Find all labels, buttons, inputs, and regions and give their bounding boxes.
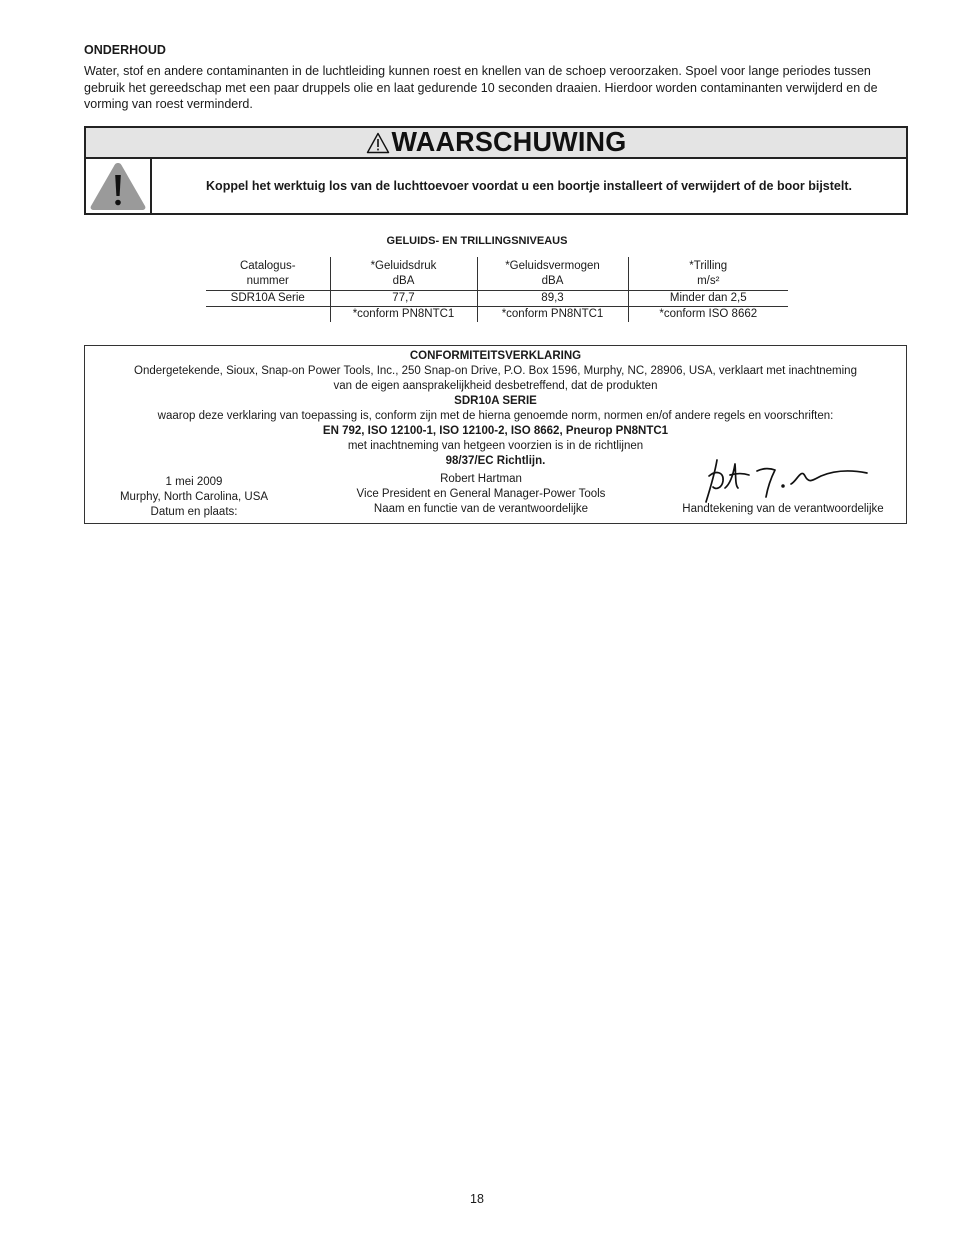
conformity-line-2: van de eigen aansprakelijkheid desbetreffend, dat de produkten: [333, 380, 658, 392]
table-row: [206, 291, 788, 307]
note-sound-pressure: *conform PN8NTC1: [330, 307, 477, 323]
noise-vibration-table: [206, 257, 788, 322]
conformity-declaration-box: [84, 345, 907, 524]
signer-label: Naam en functie van de verantwoordelijke: [373, 503, 589, 515]
note-vibration: *conform ISO 8662: [628, 307, 788, 323]
conformity-standards: EN 792, ISO 12100-1, ISO 12100-2, ISO 8662, Pneurop PN8NTC1: [322, 425, 669, 437]
header-vibration: *Trilling m/s²: [628, 257, 788, 291]
signature-image: [699, 454, 871, 506]
note-sound-power: *conform PN8NTC1: [477, 307, 628, 323]
conformity-series: SDR10A SERIE: [454, 395, 537, 407]
cell-catalog: SDR10A Serie: [206, 291, 330, 307]
conformity-directive: 98/37/EC Richtlijn.: [445, 455, 546, 467]
conformity-line-1: Ondergetekende, Sioux, Snap-on Power Tools, Inc., 250 Snap-on Drive, P.O. Box 1596, Murphy, NC, 28906, USA, verklaart met inachtneming: [134, 365, 857, 377]
header-catalog: Catalogus- nummer: [239, 259, 296, 287]
header-sound-power: *Geluidsvermogen dBA: [477, 257, 628, 291]
note-catalog: [206, 307, 330, 323]
signer-title: Vice President en General Manager-Power Tools: [356, 488, 606, 500]
maintenance-heading: ONDERHOUD: [84, 43, 166, 57]
warning-text: Koppel het werktuig los van de luchttoevoer voordat u een boortje installeert of verwijdert of de boor bijstelt.: [206, 179, 852, 193]
declaration-place: Murphy, North Carolina, USA: [119, 491, 269, 503]
warning-title: WAARSCHUWING: [391, 126, 627, 158]
declaration-date: 1 mei 2009: [165, 476, 223, 488]
conformity-line-3: waarop deze verklaring van toepassing is, conform zijn met de hierna genoemde norm, normen en/of andere regels en voorschriften:: [157, 410, 834, 422]
warning-box: [84, 126, 908, 215]
cell-sound-pressure: 77,7: [330, 291, 477, 307]
date-place-label: Datum en plaats:: [150, 506, 238, 518]
table-notes-row: [206, 307, 788, 323]
signer-block: [331, 472, 631, 517]
maintenance-paragraph: Water, stof en andere contaminanten in de luchtleiding kunnen roest en knellen van de schoep veroorzaken. Spoel voor lange periodes tussen gebruik het gereedschap met een paar druppels olie en laat gedurende 10 seconden draaien. Hierdoor worden contaminanten verwijderd en de vorming van roest verminderd.: [84, 64, 878, 111]
signer-name: Robert Hartman: [440, 473, 522, 485]
page-number: 18: [470, 1192, 484, 1206]
warning-title-bar: [86, 128, 906, 159]
header-sound-pressure: *Geluidsdruk dBA: [330, 257, 477, 291]
cell-vibration: Minder dan 2,5: [628, 291, 788, 307]
signature-label: Handtekening van de verantwoordelijke: [682, 503, 884, 515]
conformity-line-4: met inachtneming van hetgeen voorzien is in de richtlijnen: [347, 440, 644, 452]
warning-triangle-icon: [366, 132, 390, 154]
warning-icon-cell: [86, 159, 152, 213]
exclamation-triangle-icon: [89, 161, 147, 211]
date-place-block: [101, 475, 287, 520]
noise-table-title: GELUIDS- EN TRILLINGSNIVEAUS: [386, 235, 568, 247]
conformity-title: CONFORMITEITSVERKLARING: [409, 350, 582, 362]
table-header-row: [206, 257, 788, 291]
cell-sound-power: 89,3: [477, 291, 628, 307]
